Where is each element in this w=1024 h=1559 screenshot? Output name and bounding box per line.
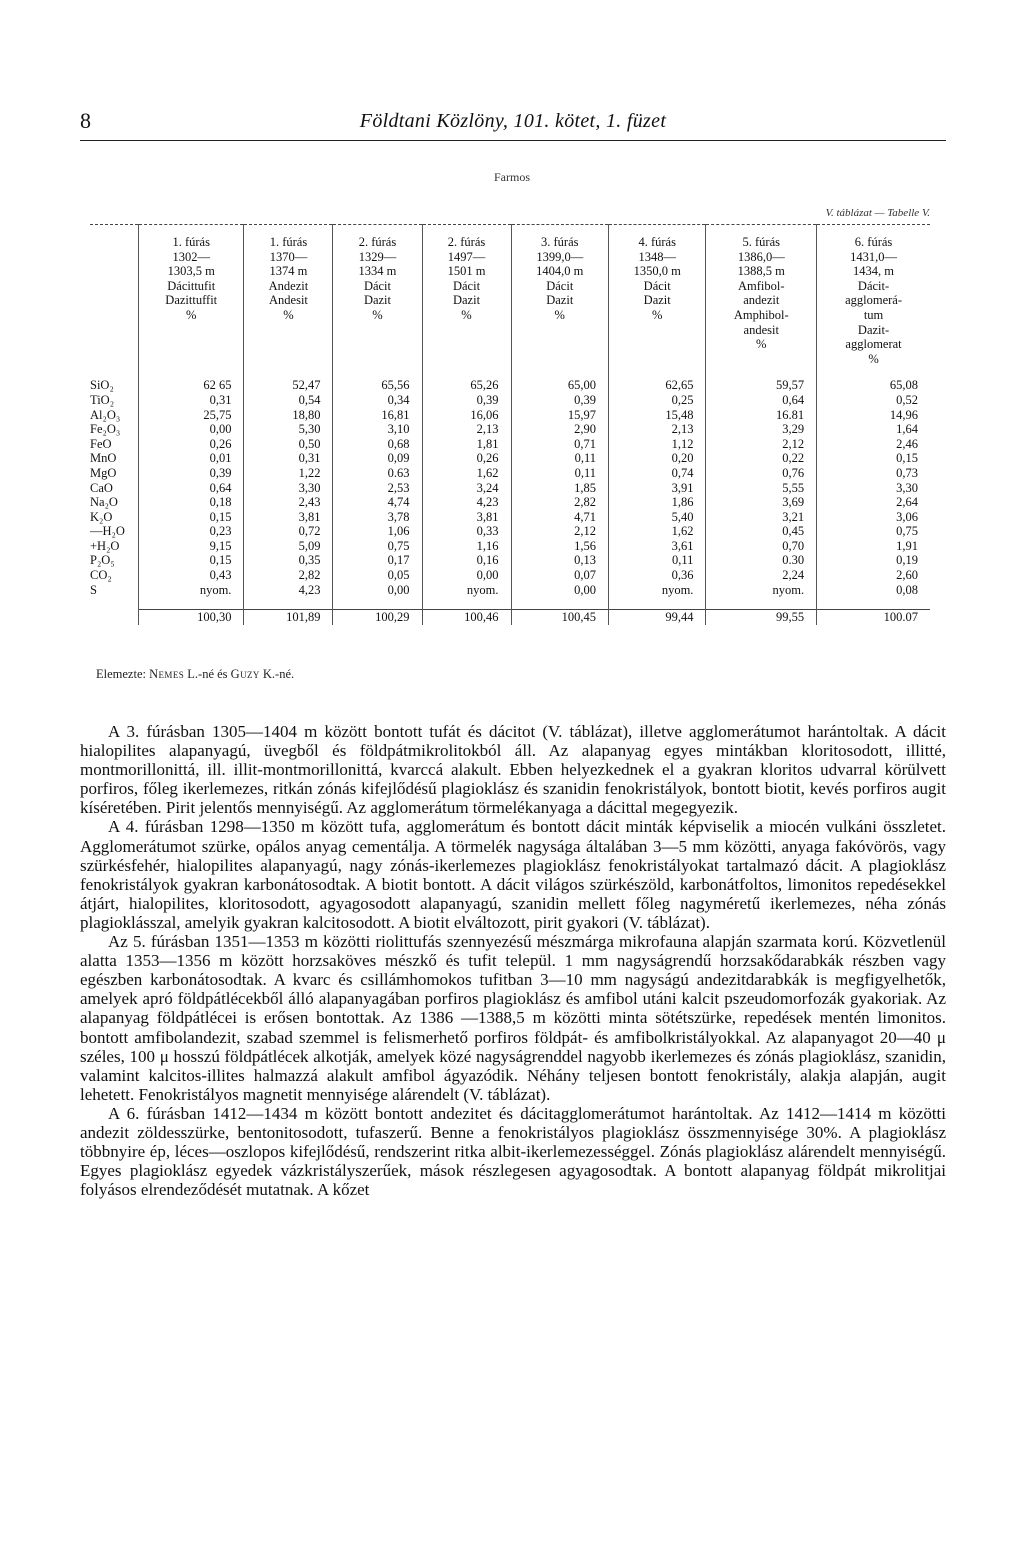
table-cell: 2,46 xyxy=(817,437,930,452)
table-row xyxy=(90,583,930,598)
column-header xyxy=(333,337,422,352)
spacer-cell xyxy=(511,597,608,610)
table-row xyxy=(90,510,930,525)
spacer-cell xyxy=(90,366,139,378)
table-cell: 0,09 xyxy=(333,451,422,466)
oxide-label: —H₂O xyxy=(90,524,125,539)
header-row xyxy=(90,337,930,352)
chemical-analysis-table xyxy=(90,224,930,625)
analyst-mid: L.-né és xyxy=(187,667,228,681)
column-header: % xyxy=(511,308,608,323)
column-header xyxy=(706,352,817,367)
table-cell: 0,15 xyxy=(817,451,930,466)
table-cell: 3,29 xyxy=(706,422,817,437)
header-corner xyxy=(90,352,139,367)
table-top-rule xyxy=(90,225,930,236)
table-cell: 3,30 xyxy=(817,481,930,496)
analyst-credit xyxy=(96,667,294,682)
column-header: Dácit xyxy=(608,279,705,294)
totals-row xyxy=(90,610,930,625)
spacer-cell xyxy=(511,366,608,378)
table-cell: 0,00 xyxy=(511,583,608,598)
header-row xyxy=(90,250,930,265)
table-body xyxy=(90,225,930,625)
header-corner xyxy=(90,337,139,352)
table-cell: 0,50 xyxy=(244,437,333,452)
table-cell: 0,00 xyxy=(333,583,422,598)
paragraph: Az 5. fúrásban 1351—1353 m közötti riolittufás szennyezésű mészmárga mikrofauna alapján szarmata korú. Közvetlenül alatta 1353—1356 m között horzsaköves mészkő és tufit települ. 1 mm nagyságrendű horzsakődarabkák részben vagy egészben karbonátosodtak. A kvarc és csillámhomokos tufitban 3—10 mm nagyságú andezitdarabkák is megfigyelhetők, amelyek apró földpátlécekből álló alapanyagában porfiros plagioklász és amfibol utáni kalcit pszeudomorfozák gyakoriak. Az alapanyag földpátlécei is erősen bontottak. Az 1386 —1388,5 m közötti minta sötétszürke, repedések mentén limonitos. bontott amfibolandezit, szabad szemmel is felismerhető porfiros földpát- és amfibolkristályokkal. Az alapanyagot 20—40 μ széles, 100 μ hosszú földpátlécek alkotják, amelyek közé nagyságrenddel nagyobb ikerlemezes és zónás plagioklász, szanidin, valamint kalcitos-illites halmazzá alakult amfibol ágyazódik. Néhány teljesen bontott fenokristály, alakja alapján, augit lehetett. Fenokristályos magnetit mennyisége alárendelt (V. táblázat). xyxy=(80,932,946,1104)
table-row xyxy=(90,422,930,437)
table-cell: 0,70 xyxy=(706,539,817,554)
table-cell: 2,13 xyxy=(608,422,705,437)
table-spacer xyxy=(90,597,930,610)
column-header: 1399,0— xyxy=(511,250,608,265)
column-header: % xyxy=(706,337,817,352)
column-header: Andezit xyxy=(244,279,333,294)
column-header: Andesit xyxy=(244,293,333,308)
table-cell: 0,08 xyxy=(817,583,930,598)
spacer-cell xyxy=(817,597,930,610)
column-header: Amfibol- xyxy=(706,279,817,294)
table-row xyxy=(90,378,930,393)
table-cell: 3,61 xyxy=(608,539,705,554)
column-header: 1386,0— xyxy=(706,250,817,265)
table-cell: 0,39 xyxy=(422,393,511,408)
table-cell: 1,85 xyxy=(511,481,608,496)
oxide-label: +H₂O xyxy=(90,538,120,553)
location-caption: Farmos xyxy=(494,170,530,184)
oxide-label: Al₂O₃ xyxy=(90,407,121,422)
column-header: % xyxy=(139,308,244,323)
header-corner xyxy=(90,308,139,323)
body-text xyxy=(80,722,946,1199)
spacer-cell xyxy=(422,366,511,378)
spacer-cell xyxy=(706,366,817,378)
table-cell: 62 65 xyxy=(139,378,244,393)
header-row xyxy=(90,293,930,308)
table-cell: 3,69 xyxy=(706,495,817,510)
oxide-label: Na₂O xyxy=(90,495,118,510)
total-cell: 99,55 xyxy=(706,610,817,625)
table-cell: 0,16 xyxy=(422,553,511,568)
table-cell: 0,75 xyxy=(333,539,422,554)
column-header xyxy=(333,323,422,338)
table-cell: 0,64 xyxy=(706,393,817,408)
oxide-label: P₂O₅ xyxy=(90,553,115,568)
column-header: 4. fúrás xyxy=(608,235,705,250)
column-header: 1. fúrás xyxy=(244,235,333,250)
table-cell: 0,05 xyxy=(333,568,422,583)
table-cell: 1,62 xyxy=(422,466,511,481)
column-header: 1434, m xyxy=(817,264,930,279)
table-cell: 0,52 xyxy=(817,393,930,408)
table-cell: 4,71 xyxy=(511,510,608,525)
table-cell: 0,64 xyxy=(139,481,244,496)
oxide-label: CO₂ xyxy=(90,568,112,583)
column-header: % xyxy=(817,352,930,367)
column-header xyxy=(511,337,608,352)
column-header xyxy=(608,323,705,338)
column-header xyxy=(608,352,705,367)
table-cell: 15,48 xyxy=(608,408,705,423)
table-cell: 0,26 xyxy=(139,437,244,452)
table-cell: 0,54 xyxy=(244,393,333,408)
table-cell: 0,13 xyxy=(511,553,608,568)
header-rule xyxy=(80,140,946,141)
table-cell: 0,39 xyxy=(511,393,608,408)
header-row xyxy=(90,323,930,338)
spacer-cell xyxy=(706,597,817,610)
column-header xyxy=(139,337,244,352)
oxide-label: SiO₂ xyxy=(90,378,114,393)
column-header: % xyxy=(608,308,705,323)
table-cell: 3,91 xyxy=(608,481,705,496)
page-header xyxy=(80,104,946,144)
table-cell: 65,00 xyxy=(511,378,608,393)
header-row xyxy=(90,352,930,367)
table-cell: 1,16 xyxy=(422,539,511,554)
table-cell: 5,30 xyxy=(244,422,333,437)
column-header xyxy=(422,337,511,352)
table-cell: 0,76 xyxy=(706,466,817,481)
table-cell: 0.63 xyxy=(333,466,422,481)
table-cell: 0,01 xyxy=(139,451,244,466)
column-header xyxy=(244,323,333,338)
table-cell: 0,39 xyxy=(139,466,244,481)
column-header: andezit xyxy=(706,293,817,308)
column-header: Dácit xyxy=(511,279,608,294)
header-corner xyxy=(90,235,139,250)
table-row xyxy=(90,539,930,554)
spacer-cell xyxy=(90,597,139,610)
table-row xyxy=(90,408,930,423)
table-row xyxy=(90,393,930,408)
table-cell: 5,40 xyxy=(608,510,705,525)
header-row xyxy=(90,235,930,250)
table-cell: 1,81 xyxy=(422,437,511,452)
column-header: 1374 m xyxy=(244,264,333,279)
table-cell: 0,20 xyxy=(608,451,705,466)
table-cell: 2,90 xyxy=(511,422,608,437)
table-cell: 0,11 xyxy=(608,553,705,568)
table-cell: 4,74 xyxy=(333,495,422,510)
column-header: tum xyxy=(817,308,930,323)
column-header: 1348— xyxy=(608,250,705,265)
table-cell: 2,24 xyxy=(706,568,817,583)
header-row xyxy=(90,308,930,323)
table-cell: 0,00 xyxy=(139,422,244,437)
column-header: 3. fúrás xyxy=(511,235,608,250)
table-cell: 2,82 xyxy=(511,495,608,510)
column-header: 1302— xyxy=(139,250,244,265)
total-cell: 100,29 xyxy=(333,610,422,625)
table-row xyxy=(90,481,930,496)
column-header xyxy=(244,352,333,367)
table-cell: 2,43 xyxy=(244,495,333,510)
table-cell: 0.30 xyxy=(706,553,817,568)
table-cell: 1,86 xyxy=(608,495,705,510)
column-header: andesit xyxy=(706,323,817,338)
table-cell: 0,11 xyxy=(511,451,608,466)
table-cell: 16,81 xyxy=(333,408,422,423)
total-cell: 100.07 xyxy=(817,610,930,625)
analyst-prefix: Elemezte: xyxy=(96,667,146,681)
column-header xyxy=(608,337,705,352)
column-header: 1404,0 m xyxy=(511,264,608,279)
column-header: Dácit xyxy=(333,279,422,294)
rule-cell xyxy=(139,225,244,236)
spacer-cell xyxy=(422,597,511,610)
header-corner xyxy=(90,250,139,265)
table-row xyxy=(90,466,930,481)
table-spacer xyxy=(90,366,930,378)
column-header: Dácit xyxy=(422,279,511,294)
paragraph: A 3. fúrásban 1305—1404 m között bontott tufát és dácitot (V. táblázat), illetve agglomerátumot harántoltak. A dácit hialopilites alapanyagú, üvegből és földpátmikrolitokból áll. Az alapanyag egyes mintákban kloritosodott, illitté, montmorillonittá, ill. illit-montmorillonittá, kvarccá alakult. Ebben helyezkednek el a gyakran kloritos udvarral körülvett porfiros, főleg ikerlemezes, ritkán zónás kifejlődésű plagioklász és szanidin fenokristályok, bontott biotit, kevés porfiros augit kíséretében. Pirit jelentős mennyiségű. Az agglomerátum törmelékanyaga a dácittal megegyezik. xyxy=(80,722,946,818)
table-cell: 0,23 xyxy=(139,524,244,539)
rule-cell xyxy=(422,225,511,236)
column-header xyxy=(422,323,511,338)
spacer-cell xyxy=(244,597,333,610)
table-cell: 2,53 xyxy=(333,481,422,496)
rule-cell xyxy=(333,225,422,236)
column-header: 1497— xyxy=(422,250,511,265)
oxide-label: CaO xyxy=(90,480,113,495)
rule-cell xyxy=(90,225,139,236)
table-cell: 0,68 xyxy=(333,437,422,452)
totals-label xyxy=(90,610,139,625)
table-cell: 2,12 xyxy=(706,437,817,452)
paragraph: A 4. fúrásban 1298—1350 m között tufa, agglomerátum és bontott dácit minták képviselik a miocén vulkáni összletet. Agglomerátumot szürke, opálos anyag cementálja. A törmelék nagysága általában 3—5 mm közötti, anyaga fakóvörös, vagy szürkésfehér, hialopilites alapanyagú, nagy zónás-ikerlemezes plagioklász fenokristályokat tartalmazó dácit. A plagioklász fenokristályok gyakran karbonátosodtak. A biotit bontott. A dácit világos szürkészöld, karbonátfoltos, limonitos repedésekkel átjárt, hialopilites, kloritosodott, agyagosodott alapanyagú, szanidin mellett főleg nagyméretű ikerlemezes, néha zónás plagioklásszal, amelyik gyakran kalcitosodott. A biotit elváltozott, pirit gyakori (V. táblázat). xyxy=(80,817,946,932)
table-cell: 59,57 xyxy=(706,378,817,393)
spacer-cell xyxy=(333,366,422,378)
table-cell: 4,23 xyxy=(422,495,511,510)
table-cell: 1,12 xyxy=(608,437,705,452)
column-header: 1501 m xyxy=(422,264,511,279)
column-header: 6. fúrás xyxy=(817,235,930,250)
table-cell: 0,00 xyxy=(422,568,511,583)
column-header: Dazit xyxy=(511,293,608,308)
table-cell: 0,34 xyxy=(333,393,422,408)
oxide-label: K₂O xyxy=(90,509,113,524)
column-header xyxy=(244,337,333,352)
table-cell: 0,11 xyxy=(511,466,608,481)
spacer-cell xyxy=(817,366,930,378)
column-header xyxy=(511,352,608,367)
table-cell: 2,13 xyxy=(422,422,511,437)
table-cell: 15,97 xyxy=(511,408,608,423)
table-cell: 0,17 xyxy=(333,553,422,568)
spacer-cell xyxy=(244,366,333,378)
table-cell: 2,82 xyxy=(244,568,333,583)
column-header: agglomerat xyxy=(817,337,930,352)
total-cell: 100,30 xyxy=(139,610,244,625)
spacer-cell xyxy=(333,597,422,610)
column-header: 5. fúrás xyxy=(706,235,817,250)
analyst-name-1: Nemes xyxy=(149,667,185,681)
page-number: 8 xyxy=(80,108,91,133)
table-cell: nyom. xyxy=(706,583,817,598)
table-cell: 25,75 xyxy=(139,408,244,423)
table-cell: 3,24 xyxy=(422,481,511,496)
table-cell: 0,43 xyxy=(139,568,244,583)
oxide-label: Fe₂O₃ xyxy=(90,422,121,437)
column-header xyxy=(422,352,511,367)
column-header: 1370— xyxy=(244,250,333,265)
table-cell: 0,33 xyxy=(422,524,511,539)
table-cell: 0,73 xyxy=(817,466,930,481)
column-header: 1303,5 m xyxy=(139,264,244,279)
table-cell: 0,35 xyxy=(244,553,333,568)
table-cell: 0,71 xyxy=(511,437,608,452)
header-corner xyxy=(90,323,139,338)
table-row xyxy=(90,524,930,539)
rule-cell xyxy=(608,225,705,236)
table-cell: 9,15 xyxy=(139,539,244,554)
table-label: V. táblázat — Tabelle V. xyxy=(825,207,930,219)
table-cell: 5,55 xyxy=(706,481,817,496)
table-cell: 65,56 xyxy=(333,378,422,393)
table-cell: 0,07 xyxy=(511,568,608,583)
table-cell: 3,81 xyxy=(244,510,333,525)
column-header xyxy=(511,323,608,338)
column-header: 1329— xyxy=(333,250,422,265)
table-cell: nyom. xyxy=(139,583,244,598)
table-cell: 14,96 xyxy=(817,408,930,423)
table-row xyxy=(90,568,930,583)
column-header: % xyxy=(333,308,422,323)
total-cell: 100,45 xyxy=(511,610,608,625)
table-row xyxy=(90,437,930,452)
table-cell: 0,45 xyxy=(706,524,817,539)
column-header: 2. fúrás xyxy=(333,235,422,250)
table-cell: 3,10 xyxy=(333,422,422,437)
journal-title: Földtani Közlöny, 101. kötet, 1. füzet xyxy=(359,110,667,132)
header-corner xyxy=(90,279,139,294)
total-cell: 101,89 xyxy=(244,610,333,625)
table-cell: 1,62 xyxy=(608,524,705,539)
table-cell: 1,22 xyxy=(244,466,333,481)
table-cell: 1,06 xyxy=(333,524,422,539)
table-cell: 0,15 xyxy=(139,510,244,525)
column-header: 1. fúrás xyxy=(139,235,244,250)
table-cell: 4,23 xyxy=(244,583,333,598)
table-cell: 0,74 xyxy=(608,466,705,481)
table-cell: 0,31 xyxy=(139,393,244,408)
column-header xyxy=(139,323,244,338)
column-header: % xyxy=(244,308,333,323)
column-header: % xyxy=(422,308,511,323)
rule-cell xyxy=(706,225,817,236)
spacer-cell xyxy=(139,597,244,610)
table-cell: 3,30 xyxy=(244,481,333,496)
column-header: Dazit xyxy=(333,293,422,308)
table-cell: 18,80 xyxy=(244,408,333,423)
table-cell: 1,64 xyxy=(817,422,930,437)
table-row xyxy=(90,451,930,466)
total-cell: 100,46 xyxy=(422,610,511,625)
column-header: 1431,0— xyxy=(817,250,930,265)
spacer-cell xyxy=(139,366,244,378)
table-row xyxy=(90,553,930,568)
table-cell: 62,65 xyxy=(608,378,705,393)
table-cell: 0,15 xyxy=(139,553,244,568)
table-cell: 0,72 xyxy=(244,524,333,539)
analyst-suffix: K.-né. xyxy=(262,667,295,681)
rule-cell xyxy=(511,225,608,236)
oxide-label: MgO xyxy=(90,465,117,480)
oxide-label: FeO xyxy=(90,436,112,451)
table-cell: 16.81 xyxy=(706,408,817,423)
column-header: 2. fúrás xyxy=(422,235,511,250)
table-row xyxy=(90,495,930,510)
table-cell: 0,26 xyxy=(422,451,511,466)
header-row xyxy=(90,264,930,279)
table-cell: 0,18 xyxy=(139,495,244,510)
header-row xyxy=(90,279,930,294)
column-header: 1388,5 m xyxy=(706,264,817,279)
table-cell: 65,08 xyxy=(817,378,930,393)
column-header: Amphibol- xyxy=(706,308,817,323)
column-header: Dácit- xyxy=(817,279,930,294)
table-cell: 65,26 xyxy=(422,378,511,393)
table-cell: 3,06 xyxy=(817,510,930,525)
column-header: agglomerá- xyxy=(817,293,930,308)
table-cell: 0,19 xyxy=(817,553,930,568)
table-cell: 3,21 xyxy=(706,510,817,525)
table-cell: 0,75 xyxy=(817,524,930,539)
header-corner xyxy=(90,293,139,308)
analyst-name-2: Guzy xyxy=(230,667,260,681)
rule-cell xyxy=(244,225,333,236)
table-cell: 16,06 xyxy=(422,408,511,423)
oxide-label: S xyxy=(90,582,97,597)
oxide-label: TiO₂ xyxy=(90,392,115,407)
column-header: Dazit xyxy=(422,293,511,308)
rule-cell xyxy=(817,225,930,236)
column-header: 1334 m xyxy=(333,264,422,279)
total-cell: 99,44 xyxy=(608,610,705,625)
spacer-cell xyxy=(608,366,705,378)
table-cell: 0,22 xyxy=(706,451,817,466)
table-cell: 3,78 xyxy=(333,510,422,525)
table-cell: 0,31 xyxy=(244,451,333,466)
table-cell: 1,56 xyxy=(511,539,608,554)
spacer-cell xyxy=(608,597,705,610)
column-header: 1350,0 m xyxy=(608,264,705,279)
column-header: Dácittufit xyxy=(139,279,244,294)
column-header: Dazittuffit xyxy=(139,293,244,308)
table-cell: 5,09 xyxy=(244,539,333,554)
column-header xyxy=(333,352,422,367)
column-header xyxy=(139,352,244,367)
table-cell: 2,60 xyxy=(817,568,930,583)
table-cell: 1,91 xyxy=(817,539,930,554)
oxide-label: MnO xyxy=(90,451,117,466)
paragraph: A 6. fúrásban 1412—1434 m között bontott andezitet és dácitagglomerátumot harántoltak. Az 1412—1414 m közötti andezit zöldesszürke, bentonitosodott, tufaszerű. Benne a fenokristályos plagioklász összmennyisége 30%. A plagioklász többnyire ép, léces—oszlopos kifejlődésű, rendszerint ritka albit-ikerlemezességgel. Zónás plagioklász alárendelt mennyiségű. Egyes plagioklász egyedek vázkristályszerűek, mások részlegesen agyagosodtak. A bontott alapanyag földpát mikrolitjai folyásos elrendeződését mutatnak. A kőzet xyxy=(80,1103,946,1200)
column-header: Dazit xyxy=(608,293,705,308)
table-cell: 52,47 xyxy=(244,378,333,393)
table-cell: 3,81 xyxy=(422,510,511,525)
table-cell: 2,64 xyxy=(817,495,930,510)
table-cell: nyom. xyxy=(422,583,511,598)
table-cell: 2,12 xyxy=(511,524,608,539)
table-cell: 0,36 xyxy=(608,568,705,583)
column-header: Dazit- xyxy=(817,323,930,338)
table-cell: 0,25 xyxy=(608,393,705,408)
table-cell: nyom. xyxy=(608,583,705,598)
header-corner xyxy=(90,264,139,279)
